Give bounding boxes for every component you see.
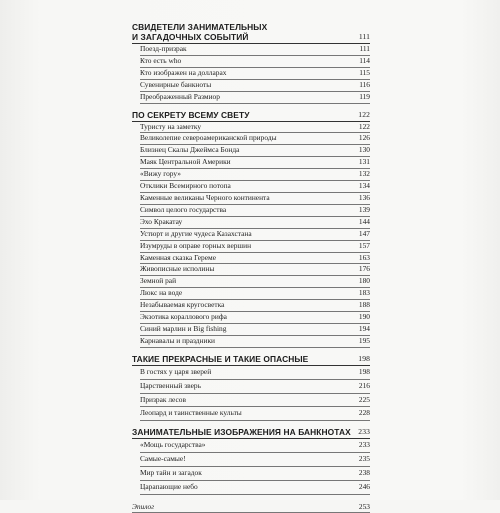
entry-page-number: 194	[358, 323, 370, 333]
section-title-line: ЗАНИМАТЕЛЬНЫЕ ИЗОБРАЖЕНИЯ НА БАНКНОТАХ	[132, 427, 351, 438]
entry-label: Синий марлин и Big fishing	[140, 323, 227, 333]
toc-entry	[140, 264, 370, 276]
toc-section	[132, 22, 370, 104]
toc-section	[132, 110, 370, 348]
toc-entry	[140, 439, 370, 453]
toc-entry	[140, 56, 370, 68]
entry-page-number: 183	[358, 288, 370, 298]
entry-label: Великолепие североамериканской природы	[140, 133, 277, 143]
entry-label: Карнавалы и праздники	[140, 335, 216, 345]
entry-label: Сувенирные банкноты	[140, 79, 212, 89]
section-entries	[132, 439, 370, 495]
epilogue-page-number: 253	[358, 502, 370, 511]
entry-label: Изумруды в оправе горных вершин	[140, 240, 252, 250]
toc-entry	[140, 193, 370, 205]
entry-page-number: 115	[359, 67, 370, 77]
entry-page-number: 225	[358, 394, 370, 404]
entry-label: «Вижу гору»	[140, 169, 181, 179]
entry-page-number: 235	[358, 454, 370, 464]
toc-entry	[140, 336, 370, 348]
entry-label: Царственный зверь	[140, 380, 201, 390]
section-page-number: 233	[358, 427, 370, 437]
entry-page-number: 111	[359, 44, 370, 53]
toc-entry	[140, 122, 370, 134]
section-title-line: ТАКИЕ ПРЕКРАСНЫЕ И ТАКИЕ ОПАСНЫЕ	[132, 353, 309, 364]
entry-label: Символ целого государства	[140, 204, 227, 214]
entry-page-number: 116	[359, 79, 370, 89]
toc-entry	[140, 133, 370, 145]
toc-epilogue	[132, 501, 370, 513]
toc-entry	[140, 481, 370, 495]
toc-entry	[140, 217, 370, 229]
entry-page-number: 132	[358, 169, 370, 179]
entry-label: Леопард и таинственные культы	[140, 408, 242, 418]
toc-entry	[140, 324, 370, 336]
entry-page-number: 130	[358, 145, 370, 155]
toc-entry	[140, 253, 370, 265]
entry-label: Мир тайн и загадок	[140, 468, 202, 478]
entry-label: Каменные великаны Черного континента	[140, 192, 270, 202]
toc-entry	[140, 380, 370, 394]
entry-page-number: 126	[358, 133, 370, 143]
entry-label: Живописные исполины	[140, 264, 215, 274]
toc-entry	[140, 157, 370, 169]
toc-entry	[140, 312, 370, 324]
entry-page-number: 176	[358, 264, 370, 274]
entry-page-number: 134	[358, 181, 370, 191]
entry-label: Самые-самые!	[140, 454, 186, 464]
entry-page-number: 163	[358, 252, 370, 262]
entry-label: Экзотика кораллового рифа	[140, 312, 227, 322]
section-title	[132, 354, 370, 366]
section-title	[132, 427, 370, 439]
toc-section	[132, 354, 370, 422]
section-entries	[132, 122, 370, 348]
toc-entry	[140, 145, 370, 157]
entry-label: Отклики Всемирного потопа	[140, 181, 231, 191]
section-entries	[132, 44, 370, 104]
entry-label: Близнец Скалы Джеймса Бонда	[140, 145, 240, 155]
toc-entry	[140, 80, 370, 92]
entry-page-number: 119	[359, 91, 370, 101]
entry-label: Преображенный Размиор	[140, 91, 220, 101]
toc-entry	[140, 205, 370, 217]
entry-label: Кто изображен на долларах	[140, 67, 227, 77]
section-title	[132, 22, 370, 44]
section-page-number: 198	[358, 353, 370, 363]
entry-page-number: 144	[358, 216, 370, 226]
entry-page-number: 228	[358, 408, 370, 418]
toc-entry	[140, 453, 370, 467]
section-title	[132, 110, 370, 122]
entry-page-number: 195	[358, 335, 370, 345]
toc-entry	[140, 169, 370, 181]
entry-label: Туристу на заметку	[140, 121, 202, 131]
entry-page-number: 198	[358, 366, 370, 376]
entry-page-number: 136	[358, 192, 370, 202]
entry-page-number: 114	[359, 55, 370, 65]
epilogue-label: Эпилог	[132, 502, 155, 511]
entry-label: Царапающие небо	[140, 482, 198, 492]
entry-page-number: 233	[358, 440, 370, 450]
entry-label: Каменная сказка Гереме	[140, 252, 216, 262]
entry-label: Кто есть who	[140, 55, 182, 65]
table-of-contents	[132, 22, 370, 513]
entry-page-number: 188	[358, 300, 370, 310]
toc-entry	[140, 407, 370, 421]
entry-label: Незабываемая кругосветка	[140, 300, 225, 310]
section-title-line: И ЗАГАДОЧНЫХ СОБЫТИЙ	[132, 32, 249, 42]
entry-page-number: 131	[358, 157, 370, 167]
entry-page-number: 190	[358, 312, 370, 322]
entry-page-number: 180	[358, 276, 370, 286]
entry-label: Призрак лесов	[140, 394, 186, 404]
toc-entry	[140, 288, 370, 300]
entry-label: В гостях у царя зверей	[140, 366, 212, 376]
toc-entry	[140, 181, 370, 193]
toc-entry	[140, 366, 370, 380]
toc-entry	[140, 394, 370, 408]
entry-label: Устюрт и другие чудеса Казахстана	[140, 228, 252, 238]
entry-page-number: 216	[358, 380, 370, 390]
entry-page-number: 139	[358, 204, 370, 214]
toc-entry	[140, 229, 370, 241]
toc-entry	[140, 467, 370, 481]
toc-entry	[140, 276, 370, 288]
entry-page-number: 147	[358, 228, 370, 238]
toc-section	[132, 427, 370, 495]
section-page-number: 122	[358, 109, 370, 119]
section-title-line: СВИДЕТЕЛИ ЗАНИМАТЕЛЬНЫХ	[132, 22, 268, 32]
section-page-number: 111	[358, 32, 370, 41]
entry-label: «Мощь государства»	[140, 440, 206, 450]
entry-page-number: 246	[358, 482, 370, 492]
entry-label: Маяк Центральной Америки	[140, 157, 231, 167]
entry-label: Люкс на воде	[140, 288, 183, 298]
section-title-line: ПО СЕКРЕТУ ВСЕМУ СВЕТУ	[132, 109, 250, 120]
toc-entry	[140, 44, 370, 56]
toc-entry	[140, 92, 370, 104]
entry-page-number: 157	[358, 240, 370, 250]
entry-label: Поезд-призрак	[140, 44, 187, 53]
toc-entry	[140, 68, 370, 80]
section-entries	[132, 366, 370, 422]
entry-label: Эхо Кракатау	[140, 216, 183, 226]
toc-entry	[140, 241, 370, 253]
entry-label: Земной рай	[140, 276, 177, 286]
entry-page-number: 238	[358, 468, 370, 478]
toc-entry	[140, 300, 370, 312]
entry-page-number: 122	[358, 121, 370, 131]
